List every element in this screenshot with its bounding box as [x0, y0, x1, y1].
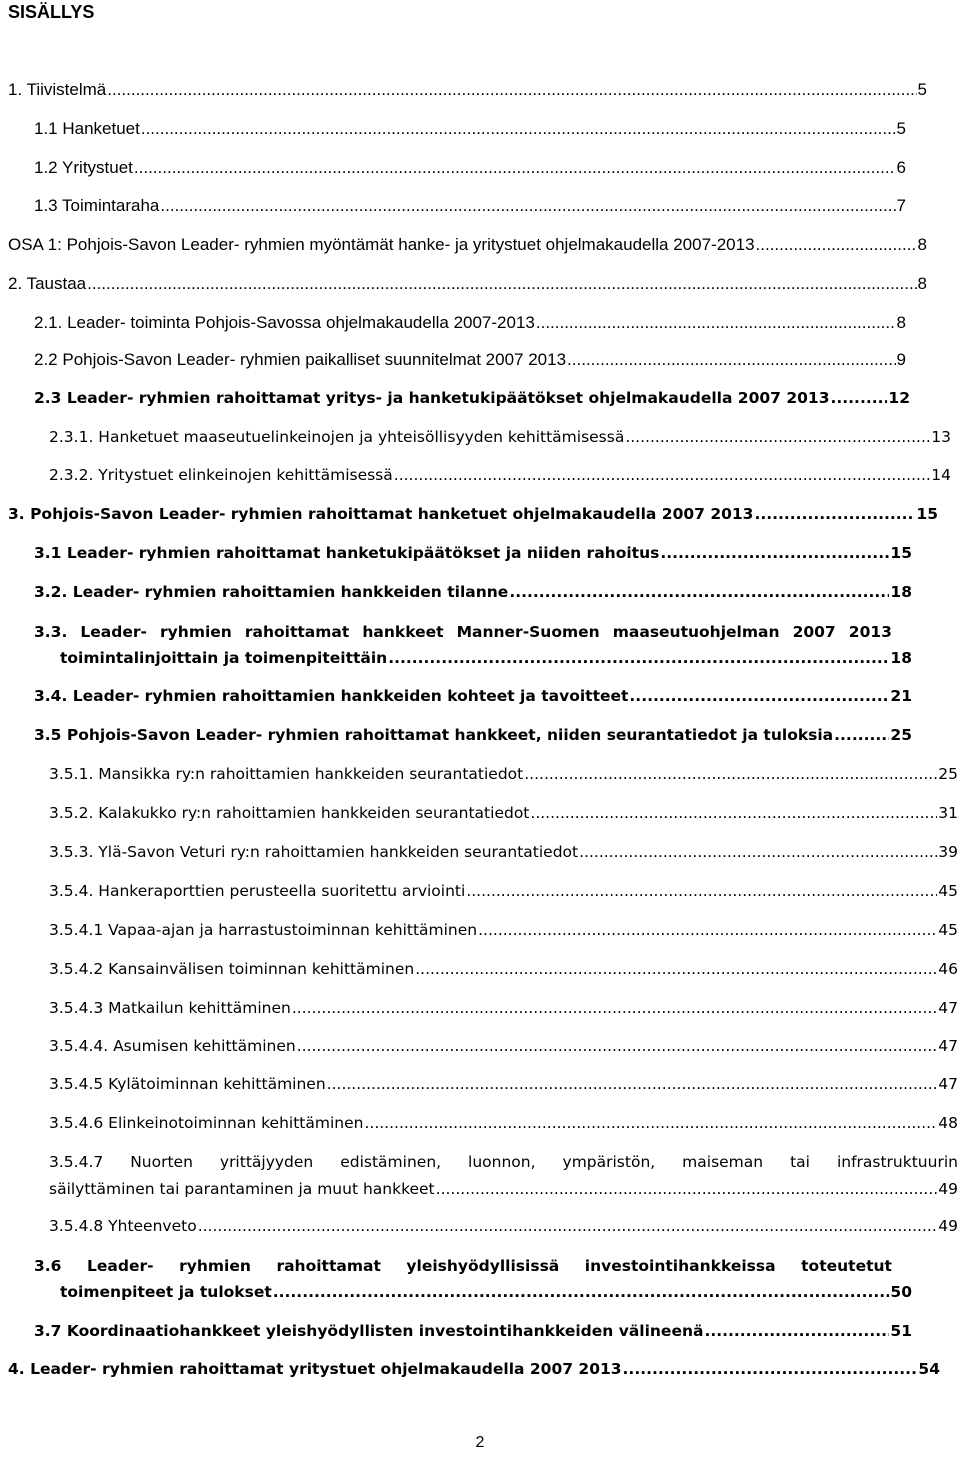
toc-entry-page: 15	[890, 544, 912, 562]
toc-word: Manner-Suomen	[456, 623, 600, 641]
toc-entry[interactable]	[49, 842, 958, 862]
toc-entry-page: 47	[938, 1075, 958, 1093]
toc-entry[interactable]	[49, 764, 958, 784]
toc-word: Nuorten	[130, 1153, 193, 1171]
toc-entry-title: 2.2 Pohjois-Savon Leader- ryhmien paikalliset suunnitelmat 2007 2013	[34, 350, 567, 369]
toc-entry-page: 50	[890, 1283, 912, 1301]
dot-leader	[364, 1113, 937, 1133]
toc-entry[interactable]	[49, 803, 958, 823]
toc-word: Leader-	[80, 623, 147, 641]
dot-leader	[141, 119, 896, 139]
toc-entry[interactable]	[8, 235, 927, 255]
toc-entry[interactable]	[8, 504, 938, 524]
toc-entry-title: 3.4. Leader- ryhmien rahoittamien hankkeiden kohteet ja tavoitteet	[34, 687, 629, 705]
toc-word: 2007	[792, 623, 836, 641]
dot-leader	[623, 1359, 918, 1379]
toc-word: maaseutuohjelman	[612, 623, 780, 641]
toc-entry[interactable]	[34, 313, 906, 333]
toc-entry-page: 45	[938, 921, 958, 939]
toc-entry-line1[interactable]	[49, 1152, 958, 1172]
toc-word: ryhmien	[179, 1257, 251, 1275]
dot-leader	[436, 1179, 938, 1199]
toc-word: investointihankkeissa	[584, 1257, 776, 1275]
toc-entry-page: 39	[938, 843, 958, 861]
toc-word: maiseman	[682, 1153, 764, 1171]
toc-entry-title: 1.3 Toimintaraha	[34, 196, 160, 215]
dot-leader	[625, 427, 930, 447]
dot-leader	[831, 388, 888, 408]
dot-leader	[660, 543, 889, 563]
toc-entry-title-cont: toimenpiteet ja tulokset	[60, 1283, 272, 1301]
toc-entry-page: 14	[931, 466, 951, 484]
toc-entry-page: 48	[938, 1114, 958, 1132]
toc-word: 3.3.	[34, 623, 68, 641]
toc-entry-title: 2.1. Leader- toiminta Pohjois-Savossa ohjelmakaudella 2007-2013	[34, 313, 535, 332]
toc-word: rahoittamat	[276, 1257, 381, 1275]
toc-entry[interactable]	[34, 350, 906, 370]
dot-leader	[530, 803, 937, 823]
dot-leader	[524, 764, 937, 784]
toc-entry[interactable]	[49, 1216, 958, 1236]
dot-leader	[388, 648, 889, 668]
toc-entry-title: 3.5.4.3 Matkailun kehittäminen	[49, 999, 291, 1017]
toc-entry[interactable]	[60, 1282, 912, 1302]
toc-word: edistäminen,	[340, 1153, 442, 1171]
toc-word: infrastruktuurin	[836, 1153, 958, 1171]
toc-entry[interactable]	[34, 1321, 912, 1341]
dot-leader	[478, 920, 937, 940]
toc-entry-page: 45	[938, 882, 958, 900]
dot-leader	[297, 1036, 938, 1056]
toc-entry-page: 49	[938, 1217, 958, 1235]
dot-leader	[107, 80, 916, 100]
toc-word: 3.6	[34, 1257, 62, 1275]
toc-entry-title: 3.5 Pohjois-Savon Leader- ryhmien rahoittamat hankkeet, niiden seurantatiedot ja tuloksia	[34, 726, 834, 744]
dot-leader	[834, 725, 889, 745]
toc-entry[interactable]	[34, 686, 912, 706]
toc-word: 2013	[848, 623, 892, 641]
toc-entry[interactable]	[34, 119, 906, 139]
toc-entry-page: 54	[918, 1360, 940, 1378]
toc-entry-title: 3.5.1. Mansikka ry:n rahoittamien hankkeiden seurantatiedot	[49, 765, 524, 783]
toc-entry[interactable]	[34, 582, 912, 602]
toc-entry[interactable]	[49, 1036, 958, 1056]
toc-entry-page: 8	[917, 235, 927, 254]
toc-entry-page: 5	[917, 80, 927, 99]
toc-entry[interactable]	[34, 388, 910, 408]
toc-entry-title: 2.3 Leader- ryhmien rahoittamat yritys- ja hanketukipäätökset ohjelmakaudella 2007 2013	[34, 389, 830, 407]
toc-entry[interactable]	[8, 1359, 940, 1379]
toc-entry-title: 1. Tiivistelmä	[8, 80, 107, 99]
dot-leader	[87, 274, 916, 294]
toc-word: ympäristön,	[562, 1153, 656, 1171]
dot-leader	[273, 1282, 890, 1302]
toc-entry-page: 8	[917, 274, 927, 293]
toc-word: hankkeet	[362, 623, 444, 641]
toc-entry[interactable]	[34, 543, 912, 563]
toc-word: Leader-	[87, 1257, 154, 1275]
toc-entry-page: 47	[938, 1037, 958, 1055]
dot-leader	[567, 350, 895, 370]
toc-entry[interactable]	[49, 1179, 958, 1199]
dot-leader	[536, 313, 896, 333]
toc-entry-page: 49	[938, 1180, 958, 1198]
toc-entry[interactable]	[49, 1113, 958, 1133]
toc-entry-page: 18	[890, 583, 912, 601]
toc-word: yleishyödyllisissä	[406, 1257, 560, 1275]
toc-word: ryhmien	[160, 623, 232, 641]
toc-entry[interactable]	[49, 959, 958, 979]
toc-entry[interactable]	[49, 465, 951, 485]
toc-entry-page: 25	[890, 726, 912, 744]
toc-entry[interactable]	[34, 196, 906, 216]
toc-entry-title: 3.2. Leader- ryhmien rahoittamien hankkeiden tilanne	[34, 583, 509, 601]
toc-entry-line1[interactable]	[34, 622, 892, 642]
toc-entry[interactable]	[60, 648, 912, 668]
toc-word: 3.5.4.7	[49, 1153, 104, 1171]
toc-entry-page: 7	[896, 196, 906, 215]
toc-entry-title: 3.5.2. Kalakukko ry:n rahoittamien hankkeiden seurantatiedot	[49, 804, 530, 822]
toc-word: rahoittamat	[244, 623, 350, 641]
toc-entry[interactable]	[8, 80, 927, 100]
toc-entry-page: 51	[890, 1322, 912, 1340]
page-number: 2	[475, 1434, 485, 1451]
toc-entry-title: 2. Taustaa	[8, 274, 87, 293]
dot-leader	[629, 686, 889, 706]
toc-entry-title: 3. Pohjois-Savon Leader- ryhmien rahoittamat hanketuet ohjelmakaudella 2007 2013	[8, 505, 754, 523]
dot-leader	[466, 881, 937, 901]
toc-entry-page: 6	[896, 158, 906, 177]
toc-entry[interactable]	[49, 1074, 958, 1094]
toc-entry-title: 4. Leader- ryhmien rahoittamat yritystuet ohjelmakaudella 2007 2013	[8, 1360, 622, 1378]
toc-entry-title: 3.5.4.2 Kansainvälisen toiminnan kehittäminen	[49, 960, 415, 978]
dot-leader	[509, 582, 889, 602]
dot-leader	[327, 1074, 938, 1094]
toc-entry-page: 25	[938, 765, 958, 783]
toc-entry-title: 3.5.4.4. Asumisen kehittäminen	[49, 1037, 296, 1055]
toc-entry[interactable]	[8, 274, 927, 294]
dot-leader	[756, 235, 917, 255]
toc-entry-title-cont: säilyttäminen tai parantaminen ja muut hankkeet	[49, 1180, 435, 1198]
dot-leader	[704, 1321, 889, 1341]
toc-entry-page: 9	[896, 350, 906, 369]
dot-leader	[160, 196, 895, 216]
toc-entry-page: 46	[938, 960, 958, 978]
dot-leader	[754, 504, 915, 524]
toc-entry-title: 3.5.3. Ylä-Savon Veturi ry:n rahoittamien hankkeiden seurantatiedot	[49, 843, 579, 861]
dot-leader	[292, 998, 937, 1018]
toc-entry-page: 5	[896, 119, 906, 138]
toc-entry-title: 3.7 Koordinaatiohankkeet yleishyödyllisten investointihankkeiden välineenä	[34, 1322, 704, 1340]
toc-entry-title: 3.5.4.6 Elinkeinotoiminnan kehittäminen	[49, 1114, 364, 1132]
toc-entry-title: 3.5.4.5 Kylätoiminnan kehittäminen	[49, 1075, 326, 1093]
toc-word: toteutetut	[801, 1257, 892, 1275]
toc-entry-title: 3.5.4.8 Yhteenveto	[49, 1217, 197, 1235]
toc-entry-title: 3.5.4.1 Vapaa-ajan ja harrastustoiminnan kehittäminen	[49, 921, 478, 939]
dot-leader	[579, 842, 937, 862]
toc-entry[interactable]	[49, 427, 951, 447]
toc-entry-title: 2.3.1. Hanketuet maaseutuelinkeinojen ja yhteisöllisyyden kehittämisessä	[49, 428, 625, 446]
dot-leader	[415, 959, 937, 979]
toc-entry-title-cont: toimintalinjoittain ja toimenpiteittäin	[60, 649, 388, 667]
toc-entry-title: 1.1 Hanketuet	[34, 119, 140, 138]
toc-entry-page: 12	[888, 389, 910, 407]
toc-entry-page: 47	[938, 999, 958, 1017]
toc-entry-page: 31	[938, 804, 958, 822]
dot-leader	[198, 1216, 938, 1236]
toc-entry-page: 13	[931, 428, 951, 446]
toc-entry[interactable]	[34, 725, 912, 745]
toc-heading: SISÄLLYS	[8, 2, 95, 22]
toc-entry-page: 18	[890, 649, 912, 667]
toc-entry-title: 3.1 Leader- ryhmien rahoittamat hanketukipäätökset ja niiden rahoitus	[34, 544, 660, 562]
toc-entry-page: 8	[896, 313, 906, 332]
toc-word: yrittäjyyden	[219, 1153, 314, 1171]
toc-entry-page: 21	[890, 687, 912, 705]
toc-entry-line1[interactable]	[34, 1256, 892, 1276]
toc-entry[interactable]	[49, 881, 958, 901]
toc-word: tai	[790, 1153, 810, 1171]
toc-entry[interactable]	[49, 920, 958, 940]
dot-leader	[134, 158, 896, 178]
toc-entry[interactable]	[34, 158, 906, 178]
toc-entry-title: 2.3.2. Yritystuet elinkeinojen kehittämisessä	[49, 466, 393, 484]
toc-entry-page: 15	[916, 505, 938, 523]
toc-entry-title: OSA 1: Pohjois-Savon Leader- ryhmien myöntämät hanke- ja yritystuet ohjelmakaudella 2007-2013	[8, 235, 755, 254]
toc-entry[interactable]	[49, 998, 958, 1018]
toc-word: luonnon,	[468, 1153, 536, 1171]
toc-entry-title: 3.5.4. Hankeraporttien perusteella suoritettu arviointi	[49, 882, 466, 900]
toc-entry-title: 1.2 Yritystuet	[34, 158, 133, 177]
dot-leader	[394, 465, 931, 485]
